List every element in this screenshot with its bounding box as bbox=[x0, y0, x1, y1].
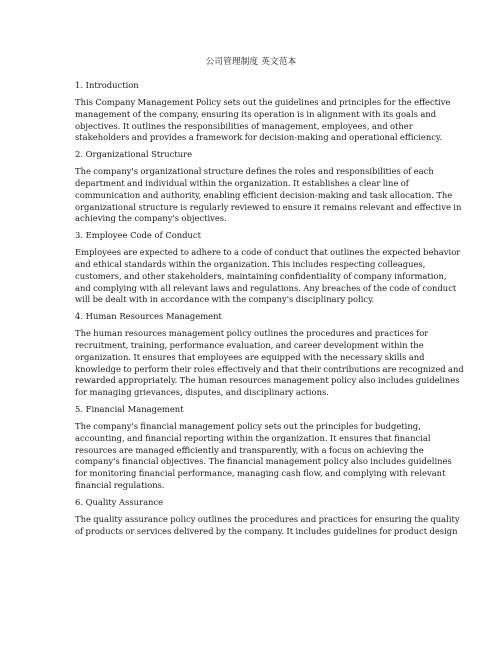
paragraph-line: resources are managed efficiently and transparently, with a focus on achieving the bbox=[75, 444, 424, 455]
paragraph-line: will be dealt with in accordance with the company's disciplinary policy. bbox=[75, 294, 375, 305]
section-heading: 5. Financial Management bbox=[75, 403, 184, 414]
section-heading: 3. Employee Code of Conduct bbox=[75, 230, 201, 241]
paragraph-line: The quality assurance policy outlines the procedures and practices for ensuring the quality bbox=[75, 513, 460, 524]
section-financial-management bbox=[75, 403, 452, 492]
paragraph-line: rewarded appropriately. The human resources management policy also includes guidelines bbox=[75, 375, 460, 386]
paragraph-line: objectives. It outlines the responsibilities of management, employees, and other bbox=[75, 120, 413, 131]
paragraph-line: The company's organizational structure defines the roles and responsibilities of each bbox=[75, 166, 434, 177]
section-body bbox=[75, 97, 451, 144]
paragraph-line: management of the company, ensuring its operation is in alignment with its goals and bbox=[75, 108, 437, 119]
section-introduction bbox=[75, 80, 451, 144]
paragraph-line: organization. It ensures that employees are equipped with the necessary skills and bbox=[75, 351, 425, 362]
paragraph-line: of products or services delivered by the company. It includes guidelines for product design bbox=[75, 525, 458, 536]
section-heading: 6. Quality Assurance bbox=[75, 496, 164, 507]
paragraph-line: company's financial objectives. The financial management policy also includes guidelines bbox=[75, 456, 452, 467]
paragraph-line: accounting, and financial reporting within the organization. It ensures that financial bbox=[75, 432, 431, 443]
paragraph-line: and complying with all relevant laws and regulations. Any breaches of the code of conduct bbox=[75, 282, 457, 293]
paragraph-line: Employees are expected to adhere to a code of conduct that outlines the expected behavior bbox=[75, 247, 461, 258]
section-heading: 2. Organizational Structure bbox=[75, 149, 193, 160]
paragraph-line: This Company Management Policy sets out the guidelines and principles for the effective bbox=[75, 97, 451, 107]
paragraph-line: communication and authority, enabling efficient decision-making and task allocation. The bbox=[75, 189, 453, 200]
section-heading: 1. Introduction bbox=[75, 80, 139, 90]
paragraph-line: financial regulations. bbox=[75, 479, 165, 490]
paragraph-line: achieving the company's objectives. bbox=[75, 213, 227, 224]
section-employee-code-of-conduct bbox=[75, 230, 461, 306]
paragraph-line: The company's financial management policy sets out the principles for budgeting, bbox=[75, 420, 421, 431]
document-content bbox=[75, 80, 464, 542]
section-organizational-structure bbox=[75, 149, 462, 225]
paragraph-line: knowledge to perform their roles effectively and that their contributions are recognized and bbox=[75, 363, 464, 374]
document-title: 公司管理制度 英文范本 bbox=[205, 57, 297, 67]
section-human-resources-management bbox=[75, 311, 464, 399]
paragraph-line: organizational structure is regularly reviewed to ensure it remains relevant and effective in bbox=[75, 201, 462, 212]
section-quality-assurance bbox=[75, 496, 460, 538]
paragraph-line: department and individual within the organization. It establishes a clear line of bbox=[75, 177, 409, 188]
section-body bbox=[75, 247, 461, 306]
section-body bbox=[75, 328, 464, 399]
paragraph-line: recruitment, training, performance evaluation, and career development within the bbox=[75, 339, 424, 350]
paragraph-line: for monitoring financial performance, managing cash flow, and complying with relevant bbox=[75, 468, 446, 479]
section-body bbox=[75, 166, 462, 225]
paragraph-line: for managing grievances, disputes, and disciplinary actions. bbox=[75, 387, 329, 398]
section-body bbox=[75, 420, 452, 492]
paragraph-line: customers, and other stakeholders, maintaining confidentiality of company information, bbox=[75, 270, 447, 281]
paragraph-line: The human resources management policy outlines the procedures and practices for bbox=[75, 328, 429, 339]
paragraph-line: stakeholders and provides a framework for decision-making and operational efficiency. bbox=[75, 132, 443, 143]
section-heading: 4. Human Resources Management bbox=[75, 311, 222, 322]
section-body bbox=[75, 513, 460, 538]
paragraph-line: and ethical standards within the organization. This includes respecting colleagues, bbox=[75, 258, 426, 269]
